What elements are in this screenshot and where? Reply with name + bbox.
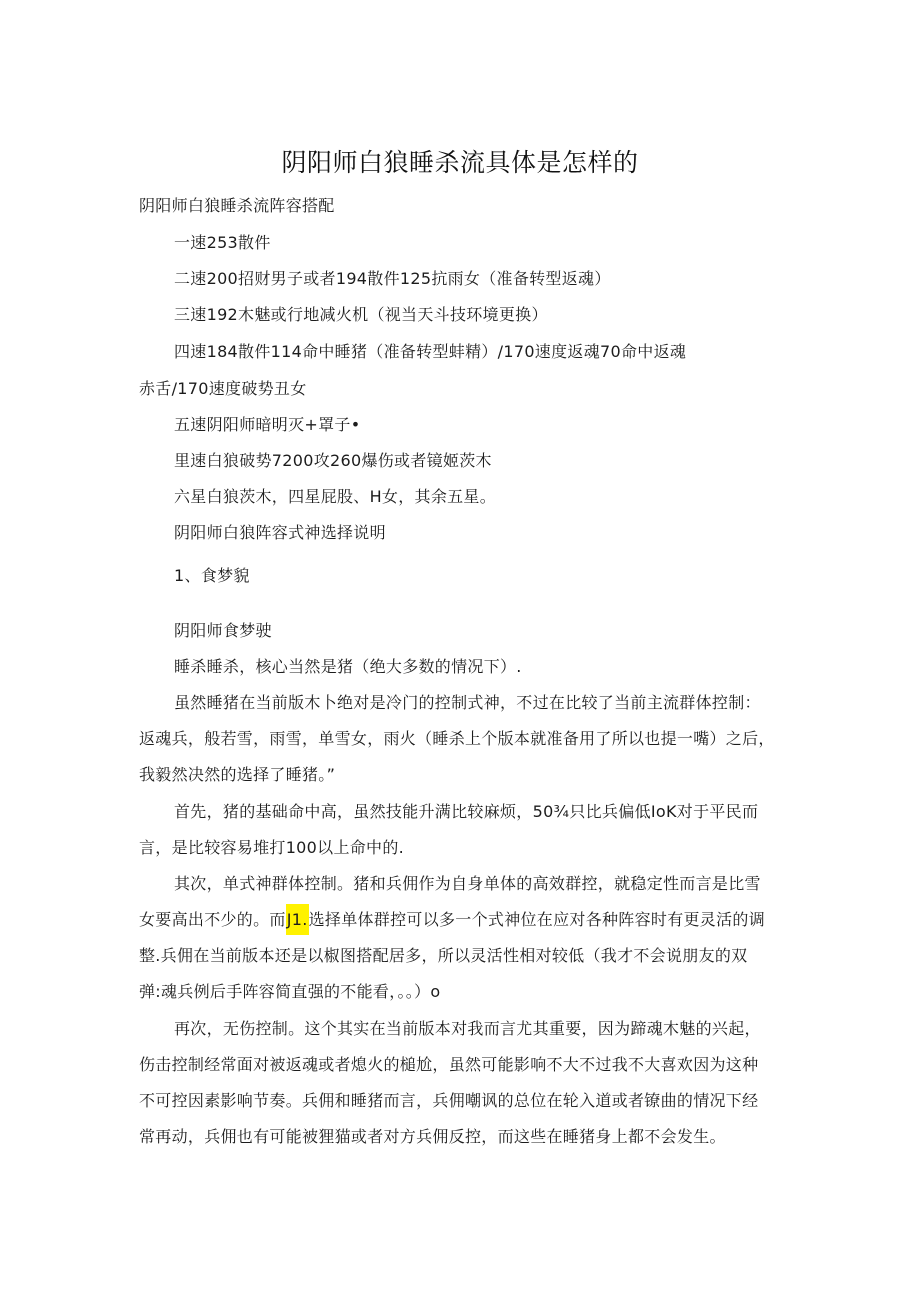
text-line: 里速白狼破势7200攻260爆伤或者镜姬茨木 [174,451,492,470]
paragraph-line: 常再动，兵佣也有可能被狸猫或者对方兵佣反控，而这些在睡猪身上都不会发生。 [139,1127,726,1146]
paragraph-line [139,909,765,931]
paragraph-line: 虽然睡猪在当前版木卜绝对是冷门的控制式神，不过在比较了当前主流群体控制： [174,693,761,712]
paragraph-line: 睡杀睡杀，核心当然是猪（绝大多数的情况下）. [174,657,522,676]
text-line: 六星白狼茨木，四星屁股、H女，其余五星。 [174,487,497,506]
paragraph-text: 选择单体群控可以多一个式神位在应对各种阵容时有更灵活的调 [308,910,765,929]
section-heading: 阴阳师白狼阵容式神选择说明 [174,523,386,542]
text-line: 一速253散件 [174,233,271,252]
paragraph-line: 伤击控制经常面对被返魂或者熄火的槌尬，虽然可能影响不大不过我不大喜欢因为这种 [139,1055,759,1074]
paragraph-line: 不可控因素影响节奏。兵佣和睡猪而言，兵佣嘲讽的总位在轮入道或者镣曲的情况下经 [139,1091,759,1110]
text-line: 赤舌/170速度破势丑女 [139,379,307,398]
text-line: 三速192木魅或行地减火机（视当天斗技环境更换） [174,305,548,324]
list-item-heading: 1、食梦貌 [174,566,250,585]
paragraph-line: 我毅然决然的选择了睡猪。” [139,765,336,784]
paragraph-text: 女要高出不少的。而 [139,910,286,929]
paragraph-line: 弹:魂兵例后手阵容简直强的不能看，。。）o [139,982,441,1001]
paragraph-line: 再次，无伤控制。这个其实在当前版本对我而言尤其重要，因为蹄魂木魅的兴起， [174,1019,761,1038]
section-heading: 阴阳师白狼睡杀流阵容搭配 [139,196,335,215]
text-line: 二速200招财男子或者194散件125抗雨女（准备转型返魂） [174,269,611,288]
paragraph-line: 整.兵佣在当前版本还是以椒图搭配居多，所以灵活性相对较低（我才不会说朋友的双 [139,946,748,965]
paragraph-line: 其次，单式神群体控制。猪和兵佣作为自身单体的高效群控，就稳定性而言是比雪 [174,874,761,893]
text-line: 五速阴阳师暗明灭+罩子• [174,415,361,434]
highlight-mark: J1. [286,904,309,935]
paragraph-line: 言，是比较容易堆打100以上命中的. [139,838,405,857]
document-title: 阴阳师白狼睡杀流具体是怎样的 [281,148,639,177]
paragraph-line: 返魂兵，般若雪，雨雪，单雪女，雨火（睡杀上个版本就准备用了所以也提一嘴）之后， [139,729,775,748]
text-line: 四速184散件114命中睡猪（准备转型蚌精）/170速度返魂70命中返魂 [174,342,687,361]
image-caption: 阴阳师食梦驶 [174,621,272,640]
paragraph-line: 首先，猪的基础命中高，虽然技能升满比较麻烦，50¾只比兵偏低IoK对于平民而 [174,802,759,821]
